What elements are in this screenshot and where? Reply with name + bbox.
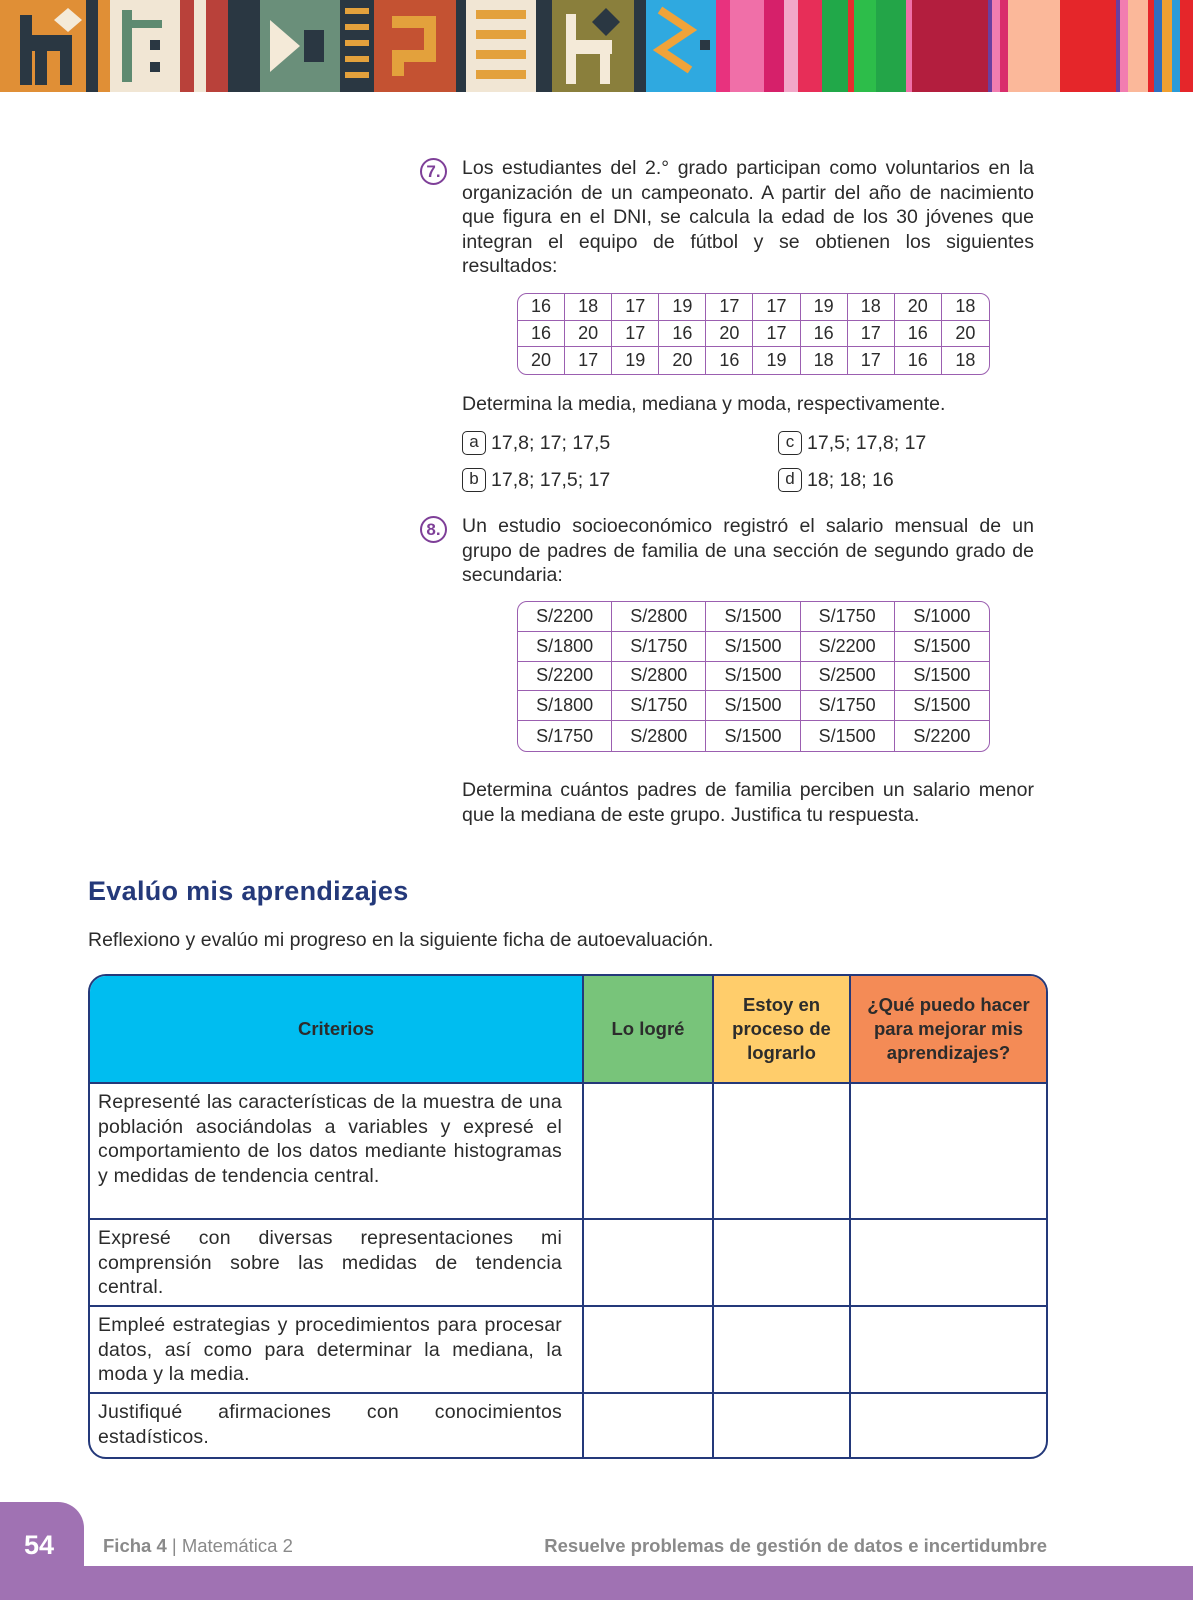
option-c-letter: c <box>778 431 802 455</box>
header-en-proceso: Estoy en proceso de lograrlo <box>714 976 851 1084</box>
age-cell: 16 <box>801 321 848 348</box>
mejorar-cell[interactable] <box>851 1307 1046 1394</box>
question-8 <box>420 514 1034 588</box>
table-row <box>90 1307 1046 1394</box>
age-cell: 20 <box>706 321 753 348</box>
age-cell: 20 <box>565 321 612 348</box>
age-cell: 17 <box>612 321 659 348</box>
salary-cell: S/1500 <box>895 632 989 662</box>
footer-competency: Resuelve problemas de gestión de datos e incertidumbre <box>544 1535 1047 1556</box>
age-cell: 19 <box>659 294 706 321</box>
option-d-letter: d <box>778 468 802 492</box>
lo-logre-cell[interactable] <box>584 1084 714 1220</box>
question-7-instruction: Determina la media, mediana y moda, respectivamente. <box>462 393 946 415</box>
age-cell: 17 <box>612 294 659 321</box>
lo-logre-cell[interactable] <box>584 1394 714 1457</box>
salary-cell: S/1500 <box>706 662 800 692</box>
salary-cell: S/2200 <box>801 632 895 662</box>
salary-cell: S/2200 <box>518 602 612 632</box>
age-cell: 16 <box>706 347 753 374</box>
age-cell: 17 <box>753 321 800 348</box>
mejorar-cell[interactable] <box>851 1084 1046 1220</box>
salary-cell: S/2500 <box>801 662 895 692</box>
salary-cell: S/1800 <box>518 632 612 662</box>
table-row <box>90 1394 1046 1457</box>
age-cell: 18 <box>848 294 895 321</box>
ages-table <box>517 293 990 375</box>
footer-subject: Matemática 2 <box>181 1535 293 1556</box>
age-cell: 16 <box>518 321 565 348</box>
lo-logre-cell[interactable] <box>584 1220 714 1307</box>
table-header-row <box>90 976 1046 1084</box>
criterion-text: Justifiqué afirmaciones con conocimientos estadísticos. <box>90 1394 584 1457</box>
option-a-letter: a <box>462 431 486 455</box>
en-proceso-cell[interactable] <box>714 1220 851 1307</box>
salary-cell: S/1500 <box>706 632 800 662</box>
salary-cell: S/2800 <box>612 721 706 751</box>
salary-cell: S/1750 <box>612 691 706 721</box>
question-8-text: Un estudio socioeconómico registró el salario mensual de un grupo de padres de familia de una sección de segundo grado de secundaria: <box>462 515 1034 586</box>
option-d[interactable] <box>778 468 894 492</box>
textile-pattern-banner <box>0 0 1193 92</box>
salary-cell: S/1750 <box>518 721 612 751</box>
age-cell: 20 <box>518 347 565 374</box>
age-cell: 19 <box>753 347 800 374</box>
salary-cell: S/2200 <box>913 725 971 746</box>
mejorar-cell[interactable] <box>851 1394 1046 1457</box>
table-row <box>90 1084 1046 1220</box>
question-7 <box>420 156 1034 279</box>
table-row <box>518 347 989 374</box>
criterion-text: Representé las características de la muestra de una población asociándolas a variables y expresé el comportamiento de los datos mediante histogramas y medidas de tendencia central. <box>90 1084 584 1220</box>
option-b[interactable] <box>462 468 610 492</box>
age-cell: 18 <box>801 347 848 374</box>
age-cell: 17 <box>565 347 612 374</box>
table-row <box>518 632 989 662</box>
age-cell: 17 <box>848 347 895 374</box>
lo-logre-cell[interactable] <box>584 1307 714 1394</box>
table-row <box>518 602 989 632</box>
age-cell: 20 <box>895 294 942 321</box>
table-row <box>518 691 989 721</box>
option-a[interactable] <box>462 431 610 455</box>
salary-cell: S/1000 <box>895 602 989 632</box>
en-proceso-cell[interactable] <box>714 1394 851 1457</box>
footer-ficha-label <box>103 1535 293 1557</box>
age-cell: 18 <box>942 294 989 321</box>
salary-cell: S/1750 <box>801 602 895 632</box>
salary-cell: S/1500 <box>706 691 800 721</box>
en-proceso-cell[interactable] <box>714 1084 851 1220</box>
age-cell: 20 <box>942 321 989 348</box>
en-proceso-cell[interactable] <box>714 1307 851 1394</box>
question-8-instruction: Determina cuántos padres de familia perciben un salario menor que la mediana de este grupo. Justifica tu respuesta. <box>462 779 1034 826</box>
question-7-text: Los estudiantes del 2.° grado participan como voluntarios en la organización de un campeonato. A partir del año de nacimiento que figura en el DNI, se calcula la edad de los 30 jóvenes que integran el equipo de fútbol y se obtienen los siguientes resultados: <box>462 157 1034 277</box>
section-subtitle: Reflexiono y evalúo mi progreso en la siguiente ficha de autoevaluación. <box>88 929 714 951</box>
age-cell: 18 <box>955 349 976 370</box>
option-c[interactable] <box>778 431 926 455</box>
mejorar-cell[interactable] <box>851 1220 1046 1307</box>
header-criterios: Criterios <box>90 976 584 1084</box>
criterion-text: Empleé estrategias y procedimientos para procesar datos, así como para determinar la mediana, la moda y la media. <box>90 1307 584 1394</box>
salaries-table <box>517 601 990 752</box>
footer-bar <box>0 1566 1193 1600</box>
age-cell: 17 <box>706 294 753 321</box>
age-cell: 18 <box>565 294 612 321</box>
salary-cell: S/1800 <box>518 691 612 721</box>
salary-cell: S/1750 <box>801 691 895 721</box>
salary-cell: S/2800 <box>612 662 706 692</box>
salary-cell: S/2200 <box>518 662 612 692</box>
salary-cell: S/1750 <box>612 632 706 662</box>
age-cell: 20 <box>659 347 706 374</box>
age-cell: 17 <box>753 294 800 321</box>
age-cell: 16 <box>659 321 706 348</box>
age-cell: 19 <box>612 347 659 374</box>
option-b-letter: b <box>462 468 486 492</box>
table-row <box>518 721 989 751</box>
table-row <box>518 321 989 348</box>
question-7-number: 7. <box>420 158 447 185</box>
option-c-text: 17,5; 17,8; 17 <box>807 432 927 454</box>
age-cell: 16 <box>895 347 942 374</box>
age-cell: 16 <box>518 294 565 321</box>
self-evaluation-table <box>88 974 1048 1459</box>
table-row <box>518 662 989 692</box>
salary-cell: S/1500 <box>706 721 800 751</box>
section-title: Evalúo mis aprendizajes <box>88 876 409 906</box>
option-a-text: 17,8; 17; 17,5 <box>491 432 611 454</box>
option-b-text: 17,8; 17,5; 17 <box>491 469 611 491</box>
footer-ficha: Ficha 4 <box>103 1535 167 1556</box>
header-lo-logre: Lo logré <box>584 976 714 1084</box>
question-8-number: 8. <box>420 516 447 543</box>
salary-cell: S/1500 <box>895 691 989 721</box>
footer-separator: | <box>166 1535 182 1556</box>
criterion-text: Expresé con diversas representaciones mi comprensión sobre las medidas de tendencia central. <box>90 1220 584 1307</box>
age-cell: 16 <box>895 321 942 348</box>
age-cell: 19 <box>801 294 848 321</box>
header-mejorar: ¿Qué puedo hacer para mejorar mis aprendizajes? <box>851 976 1046 1084</box>
salary-cell: S/2800 <box>612 602 706 632</box>
textile-pattern-graphic <box>0 0 1193 92</box>
page-number: 54 <box>23 1530 55 1560</box>
option-d-text: 18; 18; 16 <box>807 469 894 491</box>
table-row <box>518 294 989 321</box>
salary-cell: S/1500 <box>801 721 895 751</box>
table-row <box>90 1220 1046 1307</box>
salary-cell: S/1500 <box>895 662 989 692</box>
age-cell: 17 <box>848 321 895 348</box>
salary-cell: S/1500 <box>706 602 800 632</box>
